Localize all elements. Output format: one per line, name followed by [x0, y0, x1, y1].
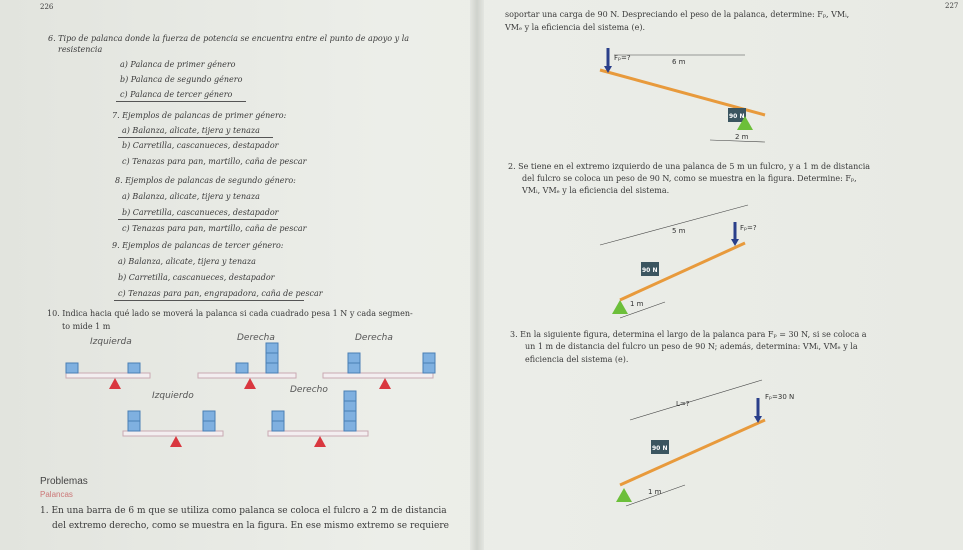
problem3-line1: 3. En la siguiente figura, determina el largo de la palanca para Fₚ = 30 N, si se coloca a [510, 330, 867, 339]
q6-option-b: b) Palanca de segundo género [120, 75, 243, 84]
problem1-cont-line2: VMₑ y la eficiencia del sistema (e). [505, 23, 645, 32]
fig2-fulcrum [612, 300, 628, 314]
q6-option-c: c) Palanca de tercer género [120, 90, 233, 99]
fig1-length-label: 6 m [672, 58, 686, 66]
problem1-line2: del extremo derecho, como se muestra en la figura. En ese mismo extremo se requiere [52, 521, 450, 531]
q10-question-cont: to mide 1 m [62, 322, 111, 331]
fig1-force-label: Fₚ=? [614, 54, 631, 62]
problem3-line2: un 1 m de distancia del fulcro un peso de 90 N; además, determina: VMᵢ, VMₑ y la [525, 342, 858, 351]
fig3-bar [620, 420, 765, 485]
fig3-weight-label: 90 N [652, 445, 668, 452]
q8-question: 8. Ejemplos de palancas de segundo género: [115, 176, 296, 185]
q6-question: 6. Tipo de palanca donde la fuerza de potencia se encuentra entre el punto de apoyo y la [48, 34, 410, 43]
q9-option-c: c) Tenazas para pan, engrapadora, caña de pescar [118, 289, 323, 298]
q9-question: 9. Ejemplos de palancas de tercer género: [112, 241, 284, 250]
fig1-weight-label: 90 N [729, 113, 745, 120]
q6-option-a: a) Palanca de primer género [120, 60, 236, 69]
fig1-dist-label: 2 m [735, 133, 749, 141]
figure-1-lever [600, 48, 765, 142]
q9-option-a: a) Balanza, alicate, tijera y tenaza [118, 257, 256, 266]
figure-2-lever [600, 205, 757, 318]
problem2-line3: VMᵢ, VMₑ y la eficiencia del sistema. [522, 186, 670, 195]
fig3-force-label: Fₚ=30 N [765, 393, 795, 401]
fig3-length-label: L=? [676, 400, 690, 408]
q10-answer-1: Izquierda [90, 337, 132, 347]
q10-answer-4: Izquierdo [152, 391, 194, 401]
fig2-weight-label: 90 N [642, 267, 658, 274]
q10-answer-5: Derecho [290, 385, 328, 395]
q9-option-b: b) Carretilla, cascanueces, destapador [118, 273, 275, 282]
q7-option-c: c) Tenazas para pan, martillo, caña de pescar [122, 157, 307, 166]
q8-option-b: b) Carretilla, cascanueces, destapador [122, 208, 279, 217]
q7-option-a: a) Balanza, alicate, tijera y tenaza [122, 126, 260, 135]
q6-question-cont: resistencia [58, 45, 103, 54]
problems-subheading: Palancas [40, 490, 73, 499]
q10-question: 10. Indica hacia qué lado se moverá la palanca si cada cuadrado pesa 1 N y cada segmen- [47, 309, 413, 318]
problem2-line2: del fulcro se coloca un peso de 90 N, como se muestra en la figura. Determine: Fₚ, [522, 174, 857, 183]
q8-option-a: a) Balanza, alicate, tijera y tenaza [122, 192, 260, 201]
fig2-dist-label: 1 m [630, 300, 644, 308]
problem1-line1: 1. En una barra de 6 m que se utiliza como palanca se coloca el fulcro a 2 m de distancia [40, 506, 447, 516]
left-page-number: 226 [40, 3, 54, 11]
q10-answer-3: Derecha [355, 333, 393, 343]
right-page-number: 227 [945, 2, 959, 10]
problem1-cont-line1: soportar una carga de 90 N. Despreciando el peso de la palanca, determine: Fₚ, VMᵢ, [505, 10, 850, 19]
figure-3-lever [616, 380, 794, 506]
q8-option-c: c) Tenazas para pan, martillo, caña de pescar [122, 224, 307, 233]
q10-answer-2: Derecha [237, 333, 275, 343]
fig3-dist-label: 1 m [648, 488, 662, 496]
fig2-bar [620, 243, 745, 300]
fig2-length-label: 5 m [672, 227, 686, 235]
problem3-line3: eficiencia del sistema (e). [525, 355, 629, 364]
q7-question: 7. Ejemplos de palancas de primer género: [112, 111, 287, 120]
problems-heading: Problemas [40, 476, 88, 487]
fig3-fulcrum [616, 488, 632, 502]
fig2-force-label: Fₚ=? [740, 224, 757, 232]
problem2-line1: 2. Se tiene en el extremo izquierdo de una palanca de 5 m un fulcro, y a 1 m de distancia [508, 162, 871, 171]
q7-option-b: b) Carretilla, cascanueces, destapador [122, 141, 279, 150]
